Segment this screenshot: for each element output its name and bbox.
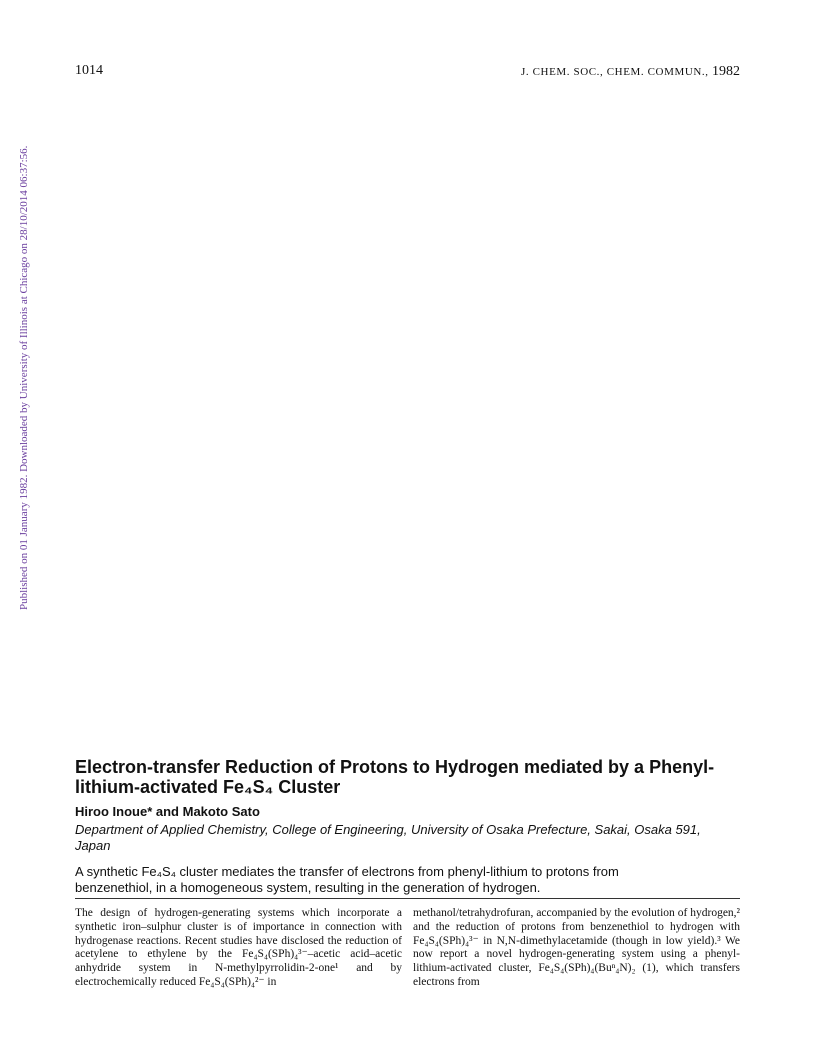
- article-title: Electron-transfer Reduction of Protons to Hydrogen mediated by a Phenyl-lithium-activated Fe₄S₄ Cluster: [75, 757, 715, 797]
- section-divider: [75, 898, 740, 899]
- running-header: [521, 64, 740, 80]
- download-watermark: Published on 01 January 1982. Downloaded by University of Illinois at Chicago on 28/10/2014 06:37:56.: [18, 145, 30, 610]
- journal-year: 1982: [712, 64, 740, 79]
- author-affiliation: Department of Applied Chemistry, College of Engineering, University of Osaka Prefecture, Sakai, Osaka 591, Japan: [75, 822, 701, 853]
- body-paragraph: methanol/tetrahydrofuran, accompanied by the evolution of hydrogen,² and the reduction of protons from benzenethiol to hydrogen with Fe₄S₄(SPh)₄³⁻ in N,N-dimethylacetamide (though in low yield).³ We now report a novel hydrogen-generating system using a phenyl-lithium-activated cluster, Fe₄S₄(SPh)₄(Buⁿ₄N)₂ (1), which transfers electrons from: [413, 907, 740, 988]
- article-abstract: A synthetic Fe₄S₄ cluster mediates the transfer of electrons from phenyl-lithium to protons from benzenethiol, in a homogeneous system, resulting in the generation of hydrogen.: [75, 864, 619, 895]
- body-column-right: [413, 907, 740, 990]
- article-authors: Hiroo Inoue* and Makoto Sato: [75, 804, 260, 819]
- article-header: [75, 757, 735, 896]
- body-column-left: [75, 907, 402, 990]
- page-number: 1014: [75, 63, 103, 78]
- journal-name: J. CHEM. SOC., CHEM. COMMUN.,: [521, 66, 709, 78]
- body-paragraph: The design of hydrogen-generating systems which incorporate a synthetic iron–sulphur cluster is of importance in connection with hydrogenase reactions. Recent studies have disclosed the reduction of acetylene to ethylene by the Fe₄S₄(SPh)₄³⁻–acetic acid–acetic anhydride system in N-methylpyrrolidin-2-one¹ and by electrochemically reduced Fe₄S₄(SPh)₄²⁻ in: [75, 907, 402, 988]
